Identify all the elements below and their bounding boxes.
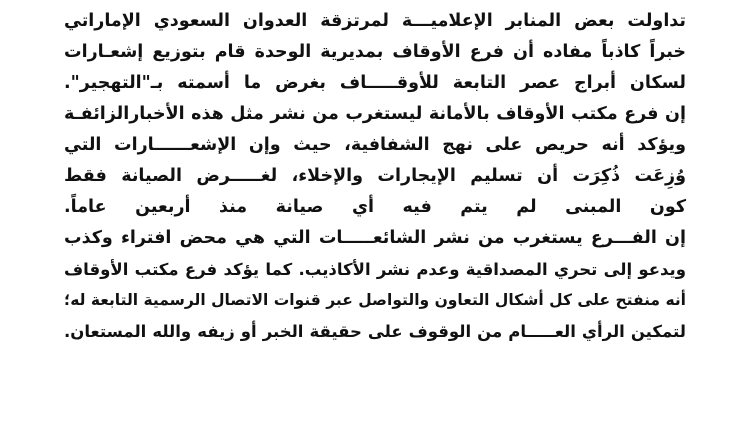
text-line-1: تداولت بعض المنابر الإعلاميـــة لمرتزقة العدوان السعودي الإماراتي [64,11,686,31]
text-line-7: كون المبنى لم يتم فيه أي صيانة منذ أربعين عاماً. [64,197,686,217]
text-line-4: إن فرع مكتب الأوقاف بالأمانة ليستغرب من نشر مثل هذه الأخبارالزائفـة [64,104,686,124]
text-line-10: أنه منفتح على كل أشكال التعاون والتواصل عبر قنوات الاتصال الرسمية التابعة له؛ [64,291,686,309]
text-line-2: خبراً كاذباً مفاده أن فرع الأوقاف بمديرية الوحدة قام بتوزيع إشعـارات [64,42,686,62]
document-body [64,6,686,347]
text-line-6: وُزِعَت ذُكِرَت أن تسليم الإيجارات والإخلاء، لغـــــرض الصيانة فقط [64,166,686,186]
text-line-11: لتمكين الرأي العـــــام من الوقوف على حقيقة الخبر أو زيفه والله المستعان. [64,322,686,341]
text-line-8: إن الفـــرع يستغرب من نشر الشائعـــــات التي هي محض افتراء وكذب [64,228,686,248]
text-line-9: ويدعو إلى تحري المصداقية وعدم نشر الأكاذيب. كما يؤكد فرع مكتب الأوقاف [64,260,686,279]
text-line-3: لسكان أبراج عصر التابعة للأوقـــــاف بغرض ما أسمته بـ"التهجير". [64,73,686,93]
text-line-5: ويؤكد أنه حريص على نهج الشفافية، حيث وإن الإشعــــــارات التي [64,135,686,155]
